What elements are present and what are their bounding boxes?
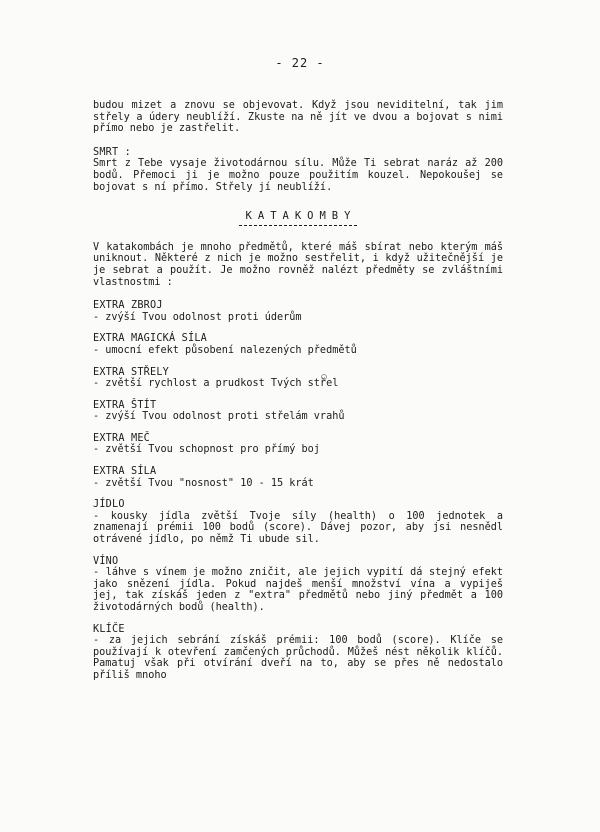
item-extra-mec [93, 433, 503, 456]
section-title-underline [239, 225, 357, 226]
item-description: - zvýší Tvou odolnost proti úderům [93, 311, 302, 323]
item-name: EXTRA SÍLA [93, 466, 157, 478]
item-description: - zvětší Tvou "nosnost" 10 - 15 krát [93, 477, 314, 489]
item-description: - láhve s vínem je možno zničit, ale jejich vypití dá stejný efekt jako snězení jídla. Pokud najdeš menší množství vína a vypiješ jej, tak získáš jeden z "extra" předmětů nebo jiný předmět a 100 životodárných bodů (health). [93, 567, 503, 613]
paper-speck [321, 374, 327, 380]
item-name: EXTRA ZBROJ [93, 300, 163, 312]
smrt-block [93, 147, 503, 193]
item-name: EXTRA MEČ [93, 432, 151, 444]
item-klice [93, 624, 503, 682]
item-description: - za jejich sebrání získáš prémii: 100 bodů (score). Klíče se používají k otevření zamčených průchodů. Můžeš nést několik klíčů. Pamatuj však při otvírání dveří na to, aby se přes ně nedostalo příliš mnoho [93, 635, 503, 681]
item-description: - zvýší Tvou odolnost proti střelám vrahů [93, 411, 345, 423]
item-description: - umocní efekt působení nalezených předmětů [93, 344, 357, 356]
item-name: EXTRA STŘELY [93, 366, 170, 378]
page-number: - 22 - [275, 56, 325, 70]
item-extra-sila [93, 466, 503, 489]
item-name: KLÍČE [93, 623, 125, 635]
section-title: KATAKOMBY [245, 210, 357, 223]
smrt-heading: SMRT : [93, 146, 132, 158]
item-extra-zbroj [93, 300, 503, 323]
item-jidlo [93, 499, 503, 545]
item-name: VÍNO [93, 555, 119, 567]
item-description: - kousky jídla zvětší Tvoje síly (health) o 100 jednotek a znamenají prémii 100 bodů (score). Dávej pozor, aby jsi nesnědl otrávené jídlo, po němž Ti ubude sil. [93, 510, 503, 546]
item-extra-stit [93, 400, 503, 423]
item-description: - zvětší Tvou schopnost pro přímý boj [93, 444, 320, 456]
item-name: EXTRA ŠTÍT [93, 399, 157, 411]
item-name: JÍDLO [93, 499, 125, 511]
page-content [93, 100, 503, 692]
item-extra-magicka-sila [93, 333, 503, 356]
item-name: EXTRA MAGICKÁ SÍLA [93, 333, 208, 345]
item-vino [93, 556, 503, 614]
smrt-text: Smrt z Tebe vysaje životodárnou sílu. Může Ti sebrat naráz až 200 bodů. Přemoci ji je možno pouze použitím kouzel. Nepokoušej se bojovat s ní přímo. Střely jí neublíží. [93, 158, 503, 193]
item-description: - zvětší rychlost a prudkost Tvých střel [93, 378, 339, 390]
section-intro: V katakombách je mnoho předmětů, které máš sbírat nebo kterým máš uniknout. Některé z nich je možno sestřelit, i když užitečnější je je sebrat a použít. Je možno rovněž nalézt předměty se zvláštními vlastnostmi : [93, 241, 503, 288]
intro-paragraph: budou mizet a znovu se objevovat. Když jsou neviditelní, tak jim střely a údery neublíží. Zkuste na ně jít ve dvou a bojovat s nimi přímo nebo je zastřelit. [93, 100, 503, 135]
item-extra-strely [93, 367, 503, 390]
